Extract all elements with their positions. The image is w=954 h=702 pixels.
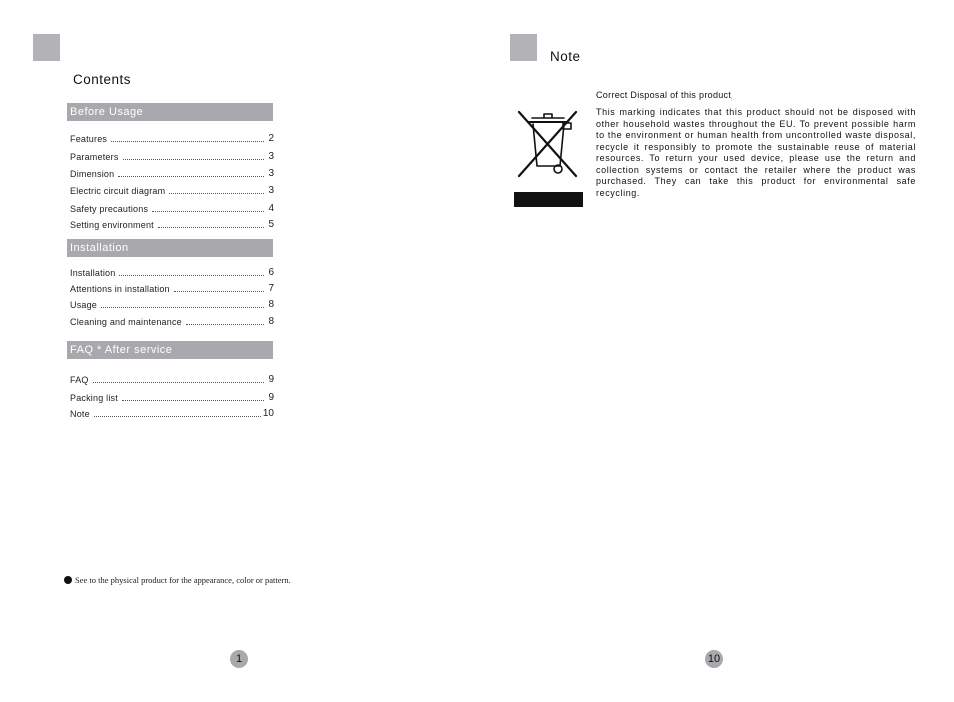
toc-entry-label: FAQ <box>70 375 89 385</box>
toc-entry-page: 4 <box>268 203 274 214</box>
toc-leader-dots <box>123 159 264 160</box>
toc-entry-label: Electric circuit diagram <box>70 186 166 196</box>
toc-entry-dimension[interactable] <box>70 165 274 179</box>
section-before-usage: Before Usage <box>67 103 273 121</box>
toc-entry-usage[interactable] <box>70 296 274 310</box>
left-page-number: 1 <box>230 650 248 668</box>
toc-leader-dots <box>152 211 264 212</box>
left-page-corner-square <box>33 34 60 61</box>
toc-entry-page: 5 <box>268 219 274 230</box>
toc-entry-page: 9 <box>268 392 274 403</box>
toc-entry-page: 7 <box>268 283 274 294</box>
contents-title: Contents <box>73 72 132 87</box>
note-heading-text: Correct Disposal of this product <box>596 90 732 100</box>
toc-leader-dots <box>93 382 264 383</box>
toc-entry-electric-circuit-diagram[interactable] <box>70 182 274 196</box>
toc-entry-packing-list[interactable] <box>70 389 274 403</box>
toc-entry-page: 3 <box>268 151 274 162</box>
toc-entry-label: Setting environment <box>70 220 154 230</box>
section-faq-after-service: FAQ * After service <box>67 341 273 359</box>
right-page-corner-square <box>510 34 537 61</box>
toc-entry-installation[interactable] <box>70 264 274 278</box>
toc-entry-label: Installation <box>70 268 116 278</box>
note-title: Note <box>550 49 581 64</box>
toc-entry-faq[interactable] <box>70 371 274 385</box>
toc-entry-page: 9 <box>268 374 274 385</box>
crossed-out-wheelie-bin-icon <box>514 106 583 207</box>
toc-entry-page: 8 <box>268 299 274 310</box>
note-heading-mark: : <box>731 96 733 103</box>
toc-entry-label: Note <box>70 409 90 419</box>
bullet-icon <box>64 576 72 584</box>
toc-leader-dots <box>118 176 264 177</box>
toc-leader-dots <box>101 307 264 308</box>
toc-leader-dots <box>158 227 264 228</box>
toc-leader-dots <box>174 291 264 292</box>
toc-entry-page: 6 <box>268 267 274 278</box>
note-heading <box>596 90 733 103</box>
toc-entry-page: 3 <box>268 168 274 179</box>
toc-entry-label: Parameters <box>70 152 119 162</box>
toc-entry-cleaning-and-maintenance[interactable] <box>70 313 274 327</box>
toc-leader-dots <box>94 416 261 417</box>
toc-entry-label: Usage <box>70 300 98 310</box>
toc-entry-features[interactable] <box>70 130 274 144</box>
toc-entry-label: Features <box>70 134 108 144</box>
toc-entry-safety-precautions[interactable] <box>70 200 274 214</box>
footnote-text: See to the physical product for the appearance, color or pattern. <box>75 575 291 585</box>
note-body: This marking indicates that this product should not be disposed with other household wastes throughout the EU. To prevent possible harm to the environment or human health from uncontrolled waste disposal, recycle it responsibly to promote the sustainable reuse of material resources. To return your used device, please use the return and collection systems or contact the retailer where the product was purchased. They can take this product for environmental safe recycling. <box>596 107 916 198</box>
toc-entry-label: Packing list <box>70 393 118 403</box>
toc-leader-dots <box>111 141 264 142</box>
toc-entry-page: 10 <box>262 408 274 419</box>
toc-leader-dots <box>186 324 264 325</box>
toc-leader-dots <box>122 400 264 401</box>
toc-entry-label: Dimension <box>70 169 115 179</box>
toc-entry-label: Safety precautions <box>70 204 149 214</box>
toc-entry-setting-environment[interactable] <box>70 216 274 230</box>
right-page-number: 10 <box>705 650 723 668</box>
toc-entry-parameters[interactable] <box>70 148 274 162</box>
toc-entry-label: Cleaning and maintenance <box>70 317 182 327</box>
section-installation: Installation <box>67 239 273 257</box>
toc-entry-attentions-in-installation[interactable] <box>70 280 274 294</box>
toc-entry-page: 2 <box>268 133 274 144</box>
toc-leader-dots <box>119 275 264 276</box>
toc-entry-page: 8 <box>268 316 274 327</box>
toc-entry-label: Attentions in installation <box>70 284 170 294</box>
toc-entry-page: 3 <box>268 185 274 196</box>
toc-leader-dots <box>169 193 264 194</box>
toc-entry-note[interactable] <box>70 405 274 419</box>
footnote <box>64 575 291 585</box>
